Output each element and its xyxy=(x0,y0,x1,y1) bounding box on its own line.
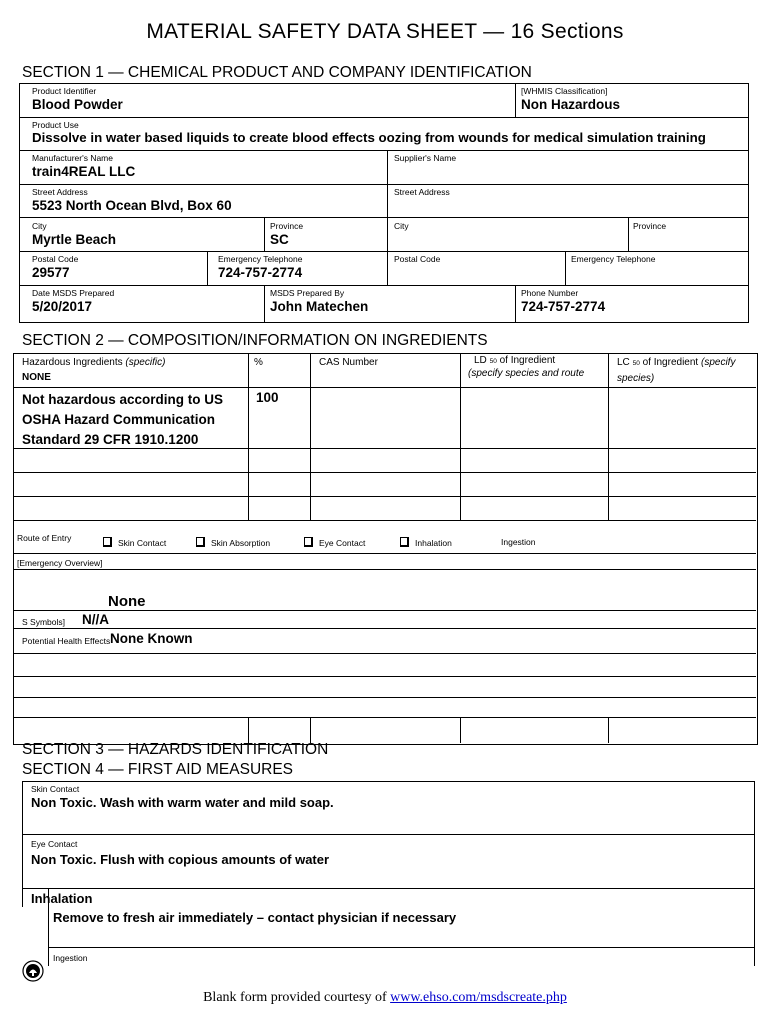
checkbox-icon xyxy=(304,537,313,547)
date-label: Date MSDS Prepared xyxy=(32,288,115,298)
symbols-label: S Symbols] xyxy=(22,617,65,627)
route-skin-contact-label: Skin Contact xyxy=(118,538,167,548)
col-hazardous-ingredients xyxy=(22,357,165,368)
product-identifier-label: Product Identifier xyxy=(32,86,97,96)
section2-heading: SECTION 2 — COMPOSITION/INFORMATION ON INGREDIENTS xyxy=(22,332,488,349)
ingestion-label: Ingestion xyxy=(53,953,88,963)
emergency-value: 724-757-2774 xyxy=(218,265,303,280)
product-use-value: Dissolve in water based liquids to create blood effects oozing from wounds for medical simulation training xyxy=(32,130,706,145)
skin-contact-value: Non Toxic. Wash with warm water and mild soap. xyxy=(31,795,334,810)
col-lc-note1: (specify xyxy=(700,357,736,368)
col-percent: % xyxy=(254,357,263,368)
route-inhalation[interactable] xyxy=(400,537,452,548)
ingredient-percent: 100 xyxy=(256,390,279,405)
route-eye-contact-label: Eye Contact xyxy=(319,538,366,548)
ehso-logo-icon xyxy=(22,960,44,987)
emergency-overview-label: [Emergency Overview] xyxy=(17,558,103,568)
col-lc-note2: species) xyxy=(617,373,655,384)
route-skin-absorption-label: Skin Absorption xyxy=(211,538,271,548)
manufacturer-label: Manufacturer's Name xyxy=(32,153,113,163)
city-value: Myrtle Beach xyxy=(32,232,117,247)
postal-value: 29577 xyxy=(32,265,70,280)
checkbox-icon xyxy=(400,537,409,547)
product-identifier-value: Blood Powder xyxy=(32,97,123,112)
eye-contact-label: Eye Contact xyxy=(31,839,78,849)
province-value: SC xyxy=(270,232,289,247)
inhalation-value: Remove to fresh air immediately – contact physician if necessary xyxy=(53,910,457,925)
route-ingestion[interactable]: Ingestion xyxy=(501,537,536,547)
footer-text: Blank form provided courtesy of xyxy=(203,990,391,1005)
footer xyxy=(0,990,770,1006)
product-use-label: Product Use xyxy=(32,120,79,130)
supplier-province-label: Province xyxy=(633,221,667,231)
emergency-label: Emergency Telephone xyxy=(218,254,303,264)
col-cas: CAS Number xyxy=(319,357,378,368)
section1-heading: SECTION 1 — CHEMICAL PRODUCT AND COMPANY IDENTIFICATION xyxy=(22,64,532,81)
city-label: City xyxy=(32,221,47,231)
ingredient-line-3: Standard 29 CFR 1910.1200 xyxy=(22,432,199,447)
inhalation-label: Inhalation xyxy=(31,891,93,906)
ingredient-line-2: OSHA Hazard Communication xyxy=(22,412,216,427)
route-skin-absorption[interactable] xyxy=(196,537,270,548)
prepared-by-label: MSDS Prepared By xyxy=(270,288,345,298)
health-effects-label: Potential Health Effects xyxy=(22,636,111,646)
route-skin-contact[interactable] xyxy=(103,537,166,548)
section4-heading: SECTION 4 — FIRST AID MEASURES xyxy=(22,761,294,778)
health-effects-value: None Known xyxy=(110,631,193,646)
page-title: MATERIAL SAFETY DATA SHEET — 16 Sections xyxy=(146,20,624,43)
supplier-postal-label: Postal Code xyxy=(394,254,441,264)
street-label: Street Address xyxy=(32,187,88,197)
supplier-city-label: City xyxy=(394,221,409,231)
phone-label: Phone Number xyxy=(521,288,579,298)
col-ld-a: LD xyxy=(474,355,487,366)
col-lc xyxy=(617,357,735,368)
col-lc-a: LC xyxy=(617,357,630,368)
col-hazardous-label: Hazardous Ingredients xyxy=(22,357,123,368)
province-label: Province xyxy=(270,221,304,231)
section3-heading: SECTION 3 — HAZARDS IDENTIFICATION xyxy=(22,741,329,758)
prepared-by-value: John Matechen xyxy=(270,299,369,314)
checkbox-icon xyxy=(196,537,205,547)
footer-link[interactable]: www.ehso.com/msdscreate.php xyxy=(390,990,567,1005)
checkbox-icon xyxy=(103,537,112,547)
col-ld-sub: 50 xyxy=(489,358,497,365)
col-hazardous-note: (specific) xyxy=(125,357,166,368)
col-lc-b: of Ingredient xyxy=(642,357,699,368)
route-inhalation-label: Inhalation xyxy=(415,538,452,548)
postal-label: Postal Code xyxy=(32,254,79,264)
date-value: 5/20/2017 xyxy=(32,299,93,314)
none-label: NONE xyxy=(22,372,51,383)
phone-value: 724-757-2774 xyxy=(521,299,606,314)
manufacturer-value: train4REAL LLC xyxy=(32,164,136,179)
street-value: 5523 North Ocean Blvd, Box 60 xyxy=(32,198,232,213)
ingredient-line-1: Not hazardous according to US xyxy=(22,392,224,407)
supplier-label: Supplier's Name xyxy=(394,153,457,163)
whmis-label: [WHMIS Classification] xyxy=(521,86,608,96)
ingredient-row-1 xyxy=(22,390,223,450)
eye-contact-value: Non Toxic. Flush with copious amounts of water xyxy=(31,852,330,867)
supplier-emergency-label: Emergency Telephone xyxy=(571,254,656,264)
col-ld xyxy=(474,355,555,366)
symbols-value: N//A xyxy=(82,612,109,627)
col-ld-b: of Ingredient xyxy=(499,355,556,366)
route-label: Route of Entry xyxy=(17,533,72,543)
skin-contact-label: Skin Contact xyxy=(31,784,80,794)
supplier-street-label: Street Address xyxy=(394,187,450,197)
whmis-value: Non Hazardous xyxy=(521,97,621,112)
emergency-overview-value: None xyxy=(108,593,146,610)
col-lc-sub: 50 xyxy=(632,360,640,367)
col-ld-note: (specify species and route xyxy=(468,368,585,379)
route-eye-contact[interactable] xyxy=(304,537,365,548)
